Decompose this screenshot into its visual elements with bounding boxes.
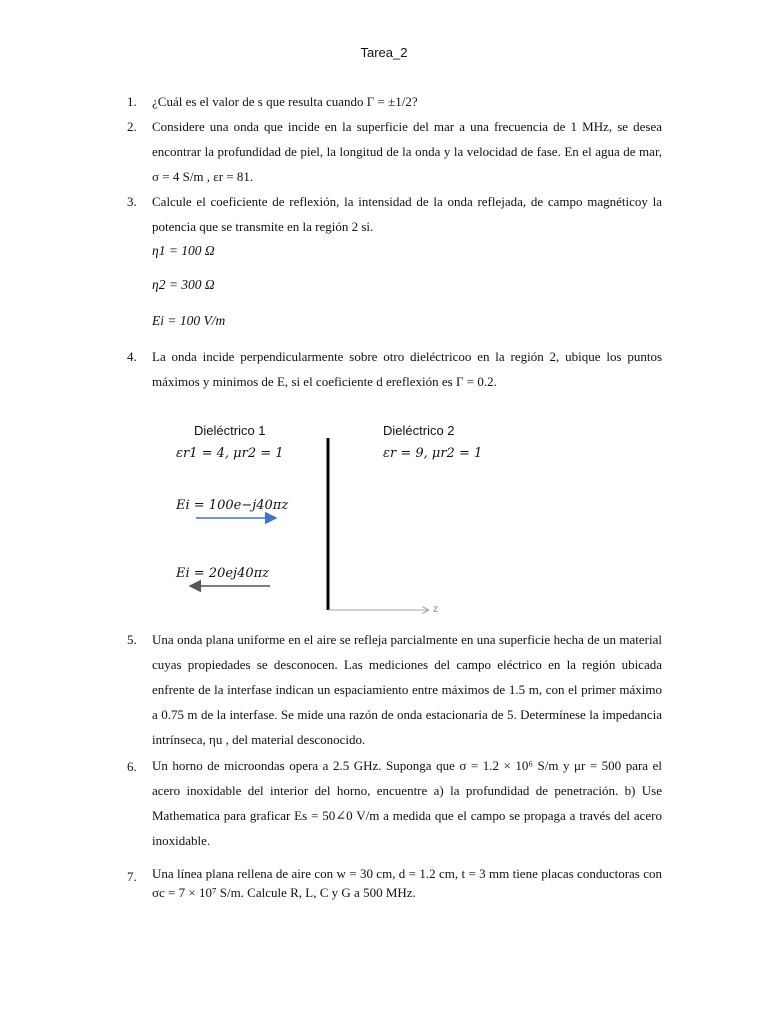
question-3-text: Calcule el coeficiente de reflexión, la intensidad de la onda reflejada, de campo magnéticoy la potencia que se transmite en la región 2 si. — [152, 194, 662, 234]
question-5-text: Una onda plana uniforme en el aire se refleja parcialmente en una superficie hecha de un material cuyas propiedades se desconocen. Las mediciones del campo eléctrico en la región ubicada enfrente de la interfase indican un espaciamiento entre máximos de 1.5 m, con el primer máximo a 0.75 m de la interfase. Se mide una razón de onda estacionaria de 5. Determínese la impedancia intrínseca, ηu , del material desconocido. — [152, 632, 662, 747]
equation-ei: Ei = 100 V/m — [152, 313, 226, 328]
question-1-number: 1. — [127, 94, 137, 109]
dielectric-1-params: εr1 = 4, μr2 = 1 — [176, 446, 284, 461]
question-6-number: 6. — [127, 759, 137, 774]
equation-eta2: η2 = 300 Ω — [152, 277, 215, 292]
z-axis-label: z — [433, 604, 438, 615]
question-7-number: 7. — [127, 869, 137, 884]
question-6-text: Un horno de microondas opera a 2.5 GHz. Suponga que σ = 1.2 × 10⁶ S/m y μr = 500 para el acero inoxidable del interior del horno, encuentre a) la profundidad de penetración. b) Use Mathematica para graficar Es = 50∠0 V/m a medida que el campo se propaga a través del acero inoxidable. — [152, 758, 662, 848]
question-4-text: La onda incide perpendicularmente sobre otro dieléctricoo en la región 2, ubique los puntos máximos y minimos de E, si el coeficiente d ereflexión es Γ = 0.2. — [152, 349, 662, 389]
question-1-text: ¿Cuál es el valor de s que resulta cuando Γ = ±1/2? — [152, 94, 418, 109]
question-2-number: 2. — [127, 119, 137, 134]
document-title: Tarea_2 — [360, 45, 408, 60]
incident-wave-label: Ei = 100e−j40πz — [176, 498, 289, 513]
dielectric-1-title: Dieléctrico 1 — [194, 423, 266, 438]
dielectric-2-params: εr = 9, μr2 = 1 — [383, 446, 483, 461]
question-2-text: Considere una onda que incide en la superficie del mar a una frecuencia de 1 MHz, se desea encontrar la profundidad de piel, la longitud de la onda y la velocidad de fase. En el agua de mar, σ = 4 S/m , εr = 81. — [152, 119, 662, 184]
equation-eta1: η1 = 100 Ω — [152, 243, 215, 258]
question-5-number: 5. — [127, 632, 137, 647]
reflected-wave-label: Ei = 20ej40πz — [176, 566, 270, 581]
question-4-number: 4. — [127, 349, 137, 364]
question-7-text: Una línea plana rellena de aire con w = 30 cm, d = 1.2 cm, t = 3 mm tiene placas conductoras con σc = 7 × 10⁷ S/m. Calcule R, L, C y G a 500 MHz. — [152, 866, 662, 900]
dielectric-2-title: Dieléctrico 2 — [383, 423, 455, 438]
question-3-number: 3. — [127, 194, 137, 209]
